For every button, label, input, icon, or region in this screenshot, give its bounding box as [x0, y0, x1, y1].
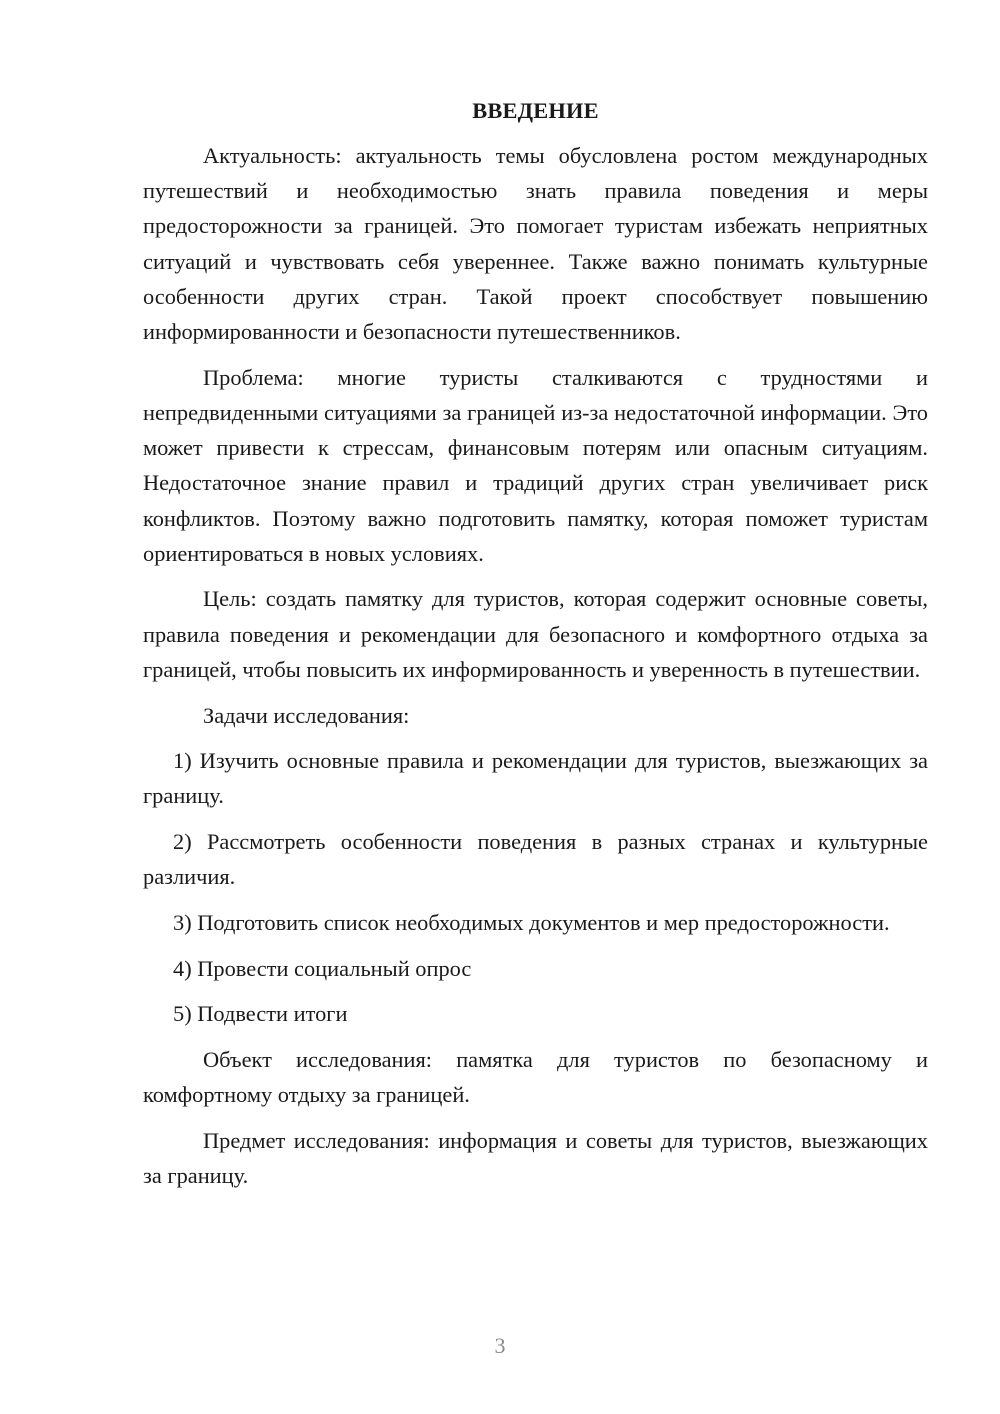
task-item-5: 5) Подвести итоги: [173, 1001, 348, 1027]
relevance-paragraph: Актуальность: актуальность темы обусловлена ростом международных путешествий и необходимостью знать правила поведения и меры предосторожности за границей. Это помогает туристам избежать неприятных ситуаций и чувствовать себя увереннее. Также важно понимать культурные особенности других стран. Такой проект способствует повышению информированности и безопасности путешественников.: [143, 143, 928, 345]
task-item-2: 2) Рассмотреть особенности поведения в разных странах и культурные различия.: [143, 829, 928, 890]
task-item-4: 4) Провести социальный опрос: [173, 955, 472, 981]
task-item-3: 3) Подготовить список необходимых документов и мер предосторожности.: [173, 910, 890, 936]
section-title: ВВЕДЕНИЕ: [472, 98, 599, 123]
research-subject-paragraph: Предмет исследования: информация и советы для туристов, выезжающих за границу.: [143, 1128, 928, 1189]
page-number: 3: [494, 1333, 506, 1358]
page-content: [143, 96, 928, 1204]
goal-paragraph: Цель: создать памятку для туристов, которая содержит основные советы, правила поведения и рекомендации для безопасного и комфортного отдыха за границей, чтобы повысить их информированность и уверенность в путешествии.: [143, 586, 928, 682]
tasks-heading: Задачи исследования:: [203, 702, 410, 728]
problem-paragraph: Проблема: многие туристы сталкиваются с трудностями и непредвиденными ситуациями за границей из-за недостаточной информации. Это может привести к стрессам, финансовым потерям или опасным ситуациям. Недостаточное знание правил и традиций других стран увеличивает риск конфликтов. Поэтому важно подготовить памятку, которая поможет туристам ориентироваться в новых условиях.: [143, 364, 928, 566]
research-object-paragraph: Объект исследования: памятка для туристов по безопасному и комфортному отдыху за границей.: [143, 1047, 928, 1108]
task-item-1: 1) Изучить основные правила и рекомендации для туристов, выезжающих за границу.: [143, 748, 928, 809]
